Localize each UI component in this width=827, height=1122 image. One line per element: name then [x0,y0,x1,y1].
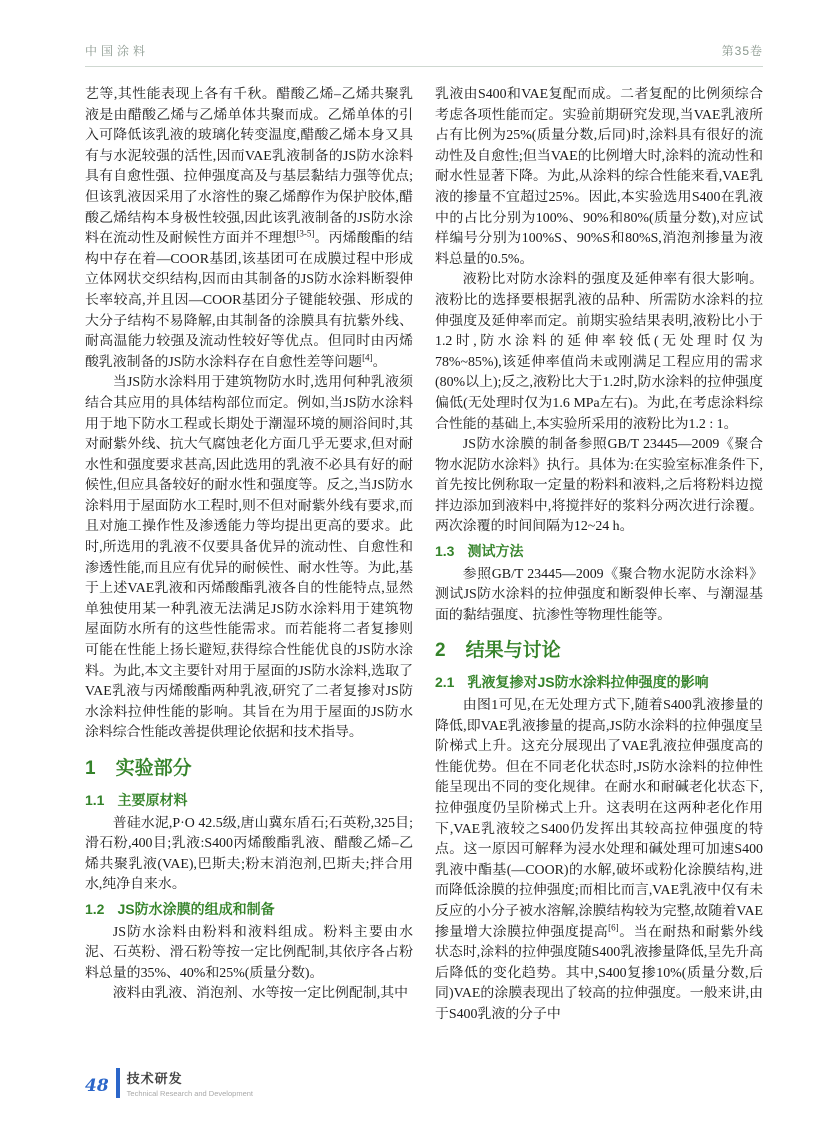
paragraph: 普硅水泥,P·O 42.5级,唐山冀东盾石;石英粉,325目;滑石粉,400目;乳液:S400丙烯酸酯乳液、醋酸乙烯–乙烯共聚乳液(VAE),巴斯夫;粉末消泡剂,巴斯夫;拌合用水,纯净自来水。 [85,815,413,893]
paragraph: 液粉比对防水涂料的强度及延伸率有很大影响。液粉比的选择要根据乳液的品种、所需防水涂料的拉伸强度及延伸率而定。前期实验结果表明,液粉比小于1.2时,防水涂料的延伸率较低(无处理时仅为78%~85%),该延伸率值尚未或刚满足工程应用的需求(80%以上);反之,液粉比大于1.2时,防水涂料的拉伸强度偏低(无处理时仅为1.6 MPa左右)。为此,在考虑涂料综合性能的基础上,本实验所采用的液粉比为1.2 : 1。 [435,272,763,432]
section-heading: 2 结果与讨论 [435,640,561,662]
paragraph: 艺等,其性能表现上各有千秋。醋酸乙烯–乙烯共聚乳液是由醋酸乙烯与乙烯单体共聚而成。乙烯单体的引入可降低该乳液的玻璃化转变温度,醋酸乙烯本身又具有与水泥较强的活性,因而VAE乳液制备的JS防水涂料具有自愈性强、拉伸强度高及与基层黏结力强等优点;但该乳液因采用了水溶性的聚乙烯醇作为保护胶体,醋酸乙烯结构本身极性较强,因此该乳液制备的JS防水涂料在流动性及耐候性方面并不理想[3-5]。丙烯酸酯的结构中存在着—COOR基团,该基团可在成膜过程中形成立体网状交织结构,因而由其制备的JS防水涂料断裂伸长率较高,并且因—COOR基团分子键能较强、形成的大分子结构不易降解,由其制备的涂膜具有抗紫外线、耐高温能力较强及流动性较好等优点。但同时由丙烯酸乳液制备的JS防水涂料存在自愈性差等问题[4]。 [85,87,413,370]
paragraph: JS防水涂料由粉料和液料组成。粉料主要由水泥、石英粉、滑石粉等按一定比例配制,其依序各占粉料总量的35%、40%和25%(质量分数)。 [85,924,413,981]
footer-section-title-cn: 技术研发 [126,1071,183,1086]
article-body [85,85,763,1026]
paragraph: 由图1可见,在无处理方式下,随着S400乳液掺量的降低,即VAE乳液掺量的提高,JS防水涂料的拉伸强度呈阶梯式上升。这充分展现出了VAE乳液拉伸强度高的性能优势。但在不同老化状态时,JS防水涂料的拉伸性能呈现出不同的变化规律。在耐水和耐碱老化状态下,拉伸强度仍呈阶梯式上升。这表明在这两种老化作用下,VAE乳液较之S400仍发挥出其较高拉伸强度的特点。这一原因可解释为浸水处理和碱处理可加速S400乳液中酯基(—COOR)的水解,破坏或粉化涂膜结构,进而降低涂膜的拉伸强度;而相比而言,VAE乳液中仅有未反应的小分子被水溶解,涂膜结构较为完整,故随着VAE掺量增大涂膜拉伸强度提高[6]。当在耐热和耐紫外线状态时,涂料的拉伸强度随S400乳液掺量降低,呈先升高后降低的变化趋势。其中,S400复掺10%(质量分数,后同)VAE的涂膜表现出了较高的拉伸强度。一般来讲,由于S400乳液的分子中 [435,698,763,1022]
footer-section-title-en: Technical Research and Development [126,1089,253,1098]
section-number: 2 [435,640,446,662]
citation-superscript: [4] [362,352,373,363]
section-heading: 1.1 主要原材料 [85,792,188,808]
volume-label: 第35卷 [721,44,763,58]
paragraph: JS防水涂膜的制备参照GB/T 23445—2009《聚合物水泥防水涂料》执行。具体为:在实验室标准条件下,首先按比例称取一定量的粉料和液料,之后将粉料边搅拌边添加到液料中,将搅拌好的浆料分两次进行涂覆。两次涂覆的时间间隔为12~24 h。 [435,437,763,535]
section-number: 2.1 [435,674,455,691]
section-number: 1.3 [435,543,455,560]
section-heading: 1 实验部分 [85,758,192,779]
section-number: 1 [85,758,96,779]
column-right [435,85,763,1026]
page-number: 48 [85,1076,109,1096]
section-heading: 1.2 JS防水涂膜的组成和制备 [85,900,275,917]
citation-superscript: [3-5] [296,228,315,239]
section-number: 1.1 [85,792,105,808]
paragraph: 当JS防水涂料用于建筑物防水时,选用何种乳液须结合其应用的具体结构部位而定。例如,当JS防水涂料用于地下防水工程或长期处于潮湿环境的厕浴间时,其对耐紫外线、抗大气腐蚀老化方面几乎无要求,但对耐水性和强度要求甚高,因此选用的乳液不必具有好的耐候性,但应具备较好的耐水性和强度等。反之,当JS防水涂料用于屋面防水工程时,则不但对耐紫外线有要求,而且对施工操作性及渗透能力等均提出更高的要求。此时,所选用的乳液不仅要具备优异的流动性、自愈性和渗透性能,而且应有优异的耐候性、耐水性等。为此,基于上述VAE乳液和丙烯酸酯乳液各自的性能特点,显然单独使用某一种乳液无法满足JS防水涂料用于建筑物屋面防水所有的这些性能需求。而若能将二者复掺则可能在性能上扬长避短,获得综合性能优良的JS防水涂料。为此,本文主要针对用于屋面的JS防水涂料,选取了VAE乳液与丙烯酸酯两种乳液,研究了二者复掺对JS防水涂料拉伸性能的影响。其旨在为用于屋面的JS防水涂料综合性能改善提供理论依据和技术指导。 [85,375,413,741]
citation-superscript: [6] [608,921,619,932]
paragraph: 参照GB/T 23445—2009《聚合物水泥防水涂料》测试JS防水涂料的拉伸强度和断裂伸长率、与潮湿基面的黏结强度、抗渗性等物理性能等。 [435,566,763,623]
page-header [85,42,763,67]
footer-divider-bar [116,1068,120,1098]
paragraph: 液料由乳液、消泡剂、水等按一定比例配制,其中 [112,986,408,1002]
section-heading: 2.1 乳液复掺对JS防水涂料拉伸强度的影响 [435,674,709,691]
page-footer [85,1068,253,1098]
section-heading: 1.3 测试方法 [435,543,524,560]
footer-section-titles [127,1068,253,1098]
journal-title: 中国涂料 [85,44,150,58]
section-number: 1.2 [85,900,105,917]
column-left [85,85,413,1026]
paragraph: 乳液由S400和VAE复配而成。二者复配的比例须综合考虑各项性能而定。实验前期研究发现,当VAE乳液所占有比例为25%(质量分数,后同)时,涂料具有很好的流动性及自愈性;但当VAE的比例增大时,涂料的流动性和耐水性显著下降。为此,从涂料的综合性能来看,VAE乳液的掺量不宜超过25%。因此,本实验选用S400在乳液中的占比分别为100%、90%和80%(质量分数),对应试样编号分别为100%S、90%S和80%S,消泡剂掺量为液料总量的0.5%。 [435,87,763,267]
